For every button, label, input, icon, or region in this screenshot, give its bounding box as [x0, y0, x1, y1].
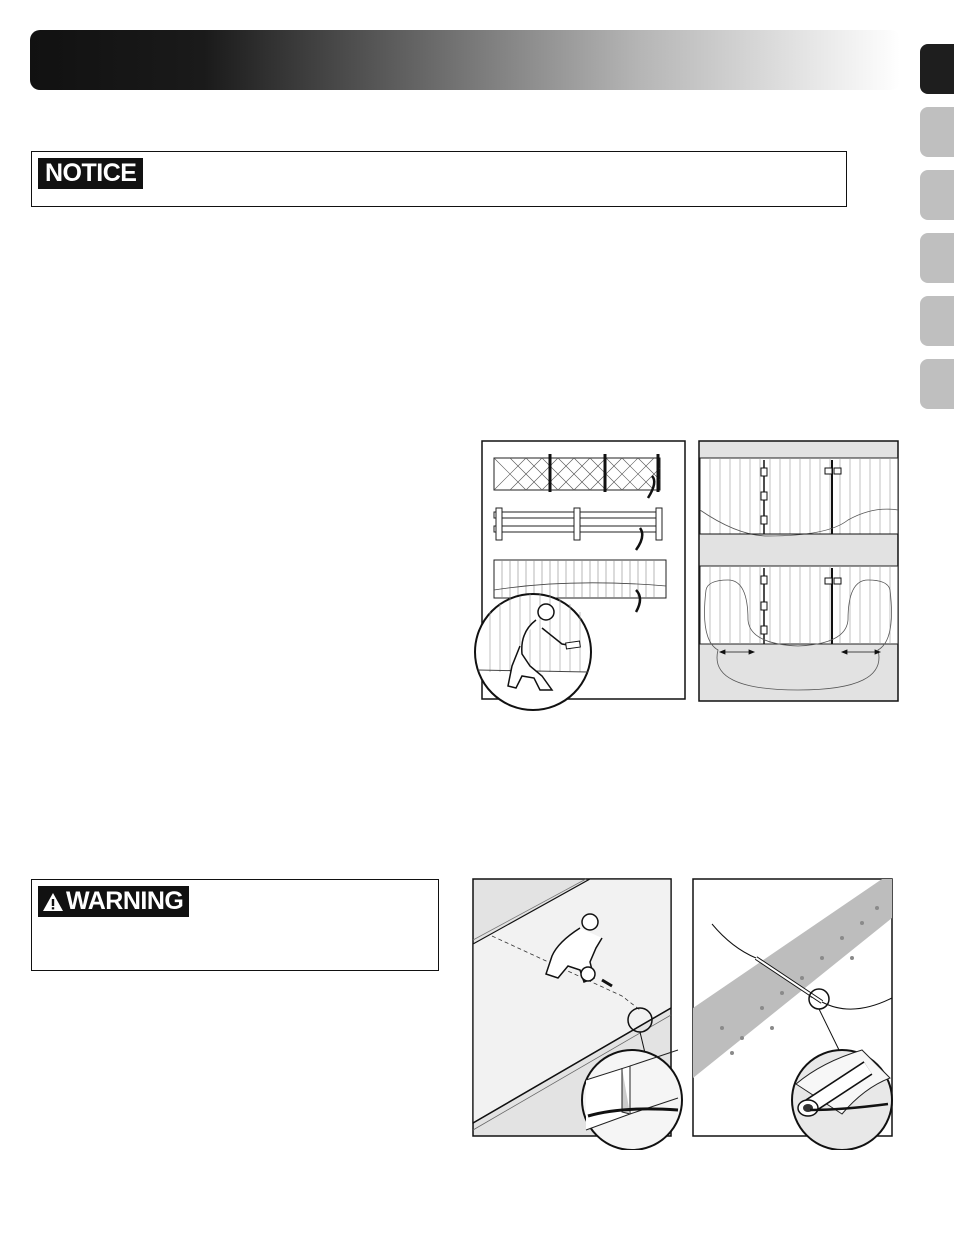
- pipe-detail-inset: [792, 1050, 892, 1150]
- top-fence-panel: [700, 458, 898, 536]
- warning-label: [38, 886, 189, 917]
- driveway-cut-illustration: [472, 878, 684, 1150]
- warning-label-text: WARNING: [66, 887, 184, 915]
- fence-types-illustration: [470, 440, 690, 712]
- side-tab-1[interactable]: [920, 44, 954, 94]
- side-tab-2[interactable]: [920, 107, 954, 157]
- side-tab-6[interactable]: [920, 359, 954, 409]
- wire-layout-illustration: [698, 440, 900, 704]
- side-tab-3[interactable]: [920, 170, 954, 220]
- pipe-crossing-illustration: [692, 878, 902, 1150]
- warning-triangle-icon: [42, 891, 64, 913]
- side-tab-4[interactable]: [920, 233, 954, 283]
- side-tab-5[interactable]: [920, 296, 954, 346]
- notice-label: NOTICE: [38, 158, 143, 189]
- section-header-bar: [30, 30, 900, 90]
- notice-box: [31, 151, 847, 207]
- warning-box: [31, 879, 439, 971]
- cut-detail-inset: [582, 1050, 682, 1150]
- person-inset: [475, 594, 591, 710]
